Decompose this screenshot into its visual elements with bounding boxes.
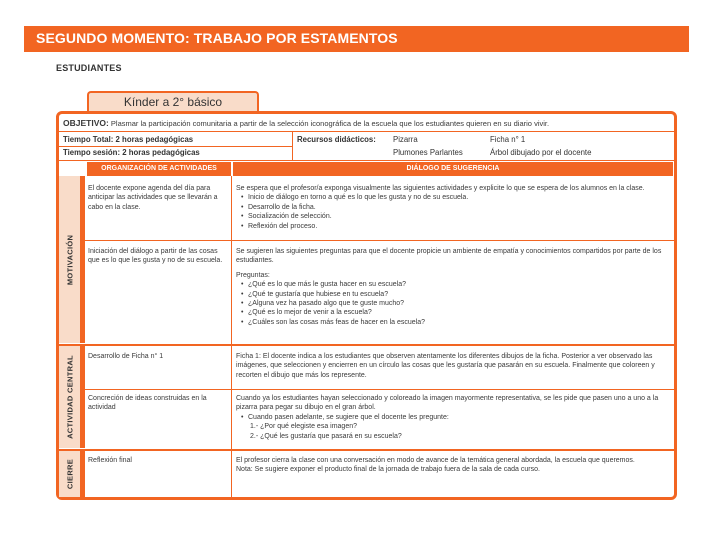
resource-item: Pizarra bbox=[393, 135, 418, 144]
objective-row bbox=[59, 115, 674, 131]
list-item: • Reflexión del proceso. bbox=[236, 222, 672, 231]
session-time: Tiempo sesión: 2 horas pedagógicas bbox=[63, 148, 200, 157]
bullet-list bbox=[236, 280, 672, 327]
resource-item: Ficha n° 1 bbox=[490, 135, 526, 144]
activity-cell: Iniciación del diálogo a partir de las cosas que es lo que les gusta y no de su escuela. bbox=[88, 248, 223, 265]
activity-cell: Concreción de ideas construidas en la actividad bbox=[88, 395, 207, 412]
section-label: ACTIVIDAD CENTRAL bbox=[65, 355, 74, 439]
section-strip bbox=[80, 176, 85, 343]
question-item: 1.- ¿Por qué elegiste esa imagen? bbox=[250, 423, 358, 431]
activity-cell: Desarrollo de Ficha n° 1 bbox=[88, 353, 164, 360]
row-divider bbox=[85, 240, 674, 241]
divider-line bbox=[59, 146, 292, 147]
dialogue-cell bbox=[236, 184, 672, 231]
resources-label: Recursos didácticos: bbox=[297, 135, 376, 144]
section-cierre bbox=[59, 451, 80, 497]
activity-cell: El docente expone agenda del día para anticipar las actividades que se llevarán a cabo en la clase. bbox=[88, 185, 218, 211]
total-time: Tiempo Total: 2 horas pedagógicas bbox=[63, 135, 194, 144]
objective-text: Plasmar la participación comunitaria a partir de la selección iconográfica de la escuela que los estudiantes quieren en su diario vivir. bbox=[110, 119, 550, 128]
activity-cell: Reflexión final bbox=[88, 457, 132, 464]
column-header-dialogue: DIÁLOGO DE SUGERENCIA bbox=[233, 162, 673, 176]
list-item: • Cuando pasen adelante, se sugiere que el docente les pregunte: bbox=[236, 413, 672, 422]
section-divider bbox=[59, 449, 674, 451]
page-title: SEGUNDO MOMENTO: TRABAJO POR ESTAMENTOS bbox=[36, 30, 398, 46]
list-item: • Socialización de selección. bbox=[236, 212, 672, 221]
question-item: 2.- ¿Qué les gustaría que pasará en su escuela? bbox=[250, 432, 402, 440]
dialogue-text: El profesor cierra la clase con una conversación en modo de avance de la temática general abordada, la escuela que queremos. bbox=[236, 457, 635, 464]
divider-line bbox=[292, 132, 293, 161]
dialogue-cell: Ficha 1: El docente indica a los estudiantes que observen atentamente los diferentes dibujos de la ficha. Posterior a ver observado las imágenes, que seleccionen y encierren en un círculo las cosas que les gustaría que pasarán en su escuela. Finalmente que coloreen y recorten el dibujo que más los represente. bbox=[236, 353, 655, 379]
section-actividad-central bbox=[59, 346, 80, 448]
resource-item: Plumones Parlantes bbox=[393, 148, 463, 157]
row-divider bbox=[85, 389, 674, 390]
dialogue-cell bbox=[236, 456, 672, 475]
section-label: MOTIVACIÓN bbox=[65, 234, 74, 285]
list-item: • ¿Qué te gustaría que hubiese en tu escuela? bbox=[236, 290, 672, 299]
questions-label: Preguntas: bbox=[236, 271, 270, 279]
grade-tab: Kínder a 2° básico bbox=[87, 91, 259, 113]
section-motivacion bbox=[59, 176, 80, 343]
list-item: • ¿Cuáles son las cosas más feas de hacer en la escuela? bbox=[236, 318, 672, 327]
header-banner bbox=[24, 26, 689, 52]
divider-line bbox=[59, 160, 674, 161]
section-subtitle: ESTUDIANTES bbox=[56, 63, 122, 73]
bullet-list bbox=[236, 193, 672, 231]
section-label: CIERRE bbox=[65, 458, 74, 490]
list-item: • Desarrollo de la ficha. bbox=[236, 203, 672, 212]
column-header-activities: ORGANIZACIÓN DE ACTIVIDADES bbox=[87, 162, 231, 176]
section-strip bbox=[80, 346, 85, 448]
dialogue-intro: Se sugieren las siguientes preguntas para que el docente propicie un ambiente de empatía y conocimientos compartidos por parte de los estudiantes. bbox=[236, 248, 662, 265]
list-item: • ¿Qué es lo mejor de venir a la escuela? bbox=[236, 308, 672, 317]
bullet-list bbox=[236, 413, 672, 422]
list-item: • ¿Qué es lo que más le gusta hacer en su escuela? bbox=[236, 280, 672, 289]
objective-label: OBJETIVO: bbox=[63, 118, 109, 128]
dialogue-text: Cuando ya los estudiantes hayan seleccionado y coloreado la imagen mayormente representativa, se les pide que pasen uno a uno a la pizarra para pegar su dibujo en el gran árbol. bbox=[236, 395, 659, 412]
section-strip bbox=[80, 451, 85, 497]
dialogue-note: Nota: Se sugiere exponer el producto final de la jornada de trabajo fuera de la sala de cada curso. bbox=[236, 466, 540, 474]
dialogue-cell bbox=[236, 394, 672, 441]
list-item: • Inicio de diálogo en torno a qué es lo que les gusta y no de su escuela. bbox=[236, 193, 672, 202]
section-divider bbox=[59, 344, 674, 346]
resource-item: Árbol dibujado por el docente bbox=[490, 148, 592, 157]
list-item: • ¿Alguna vez ha pasado algo que te guste mucho? bbox=[236, 299, 672, 308]
dialogue-cell bbox=[236, 247, 672, 327]
divider-line bbox=[59, 131, 674, 132]
dialogue-intro: Se espera que el profesor/a exponga visualmente las siguientes actividades y explicite lo que se espera de los alumnos en la clase. bbox=[236, 185, 645, 192]
